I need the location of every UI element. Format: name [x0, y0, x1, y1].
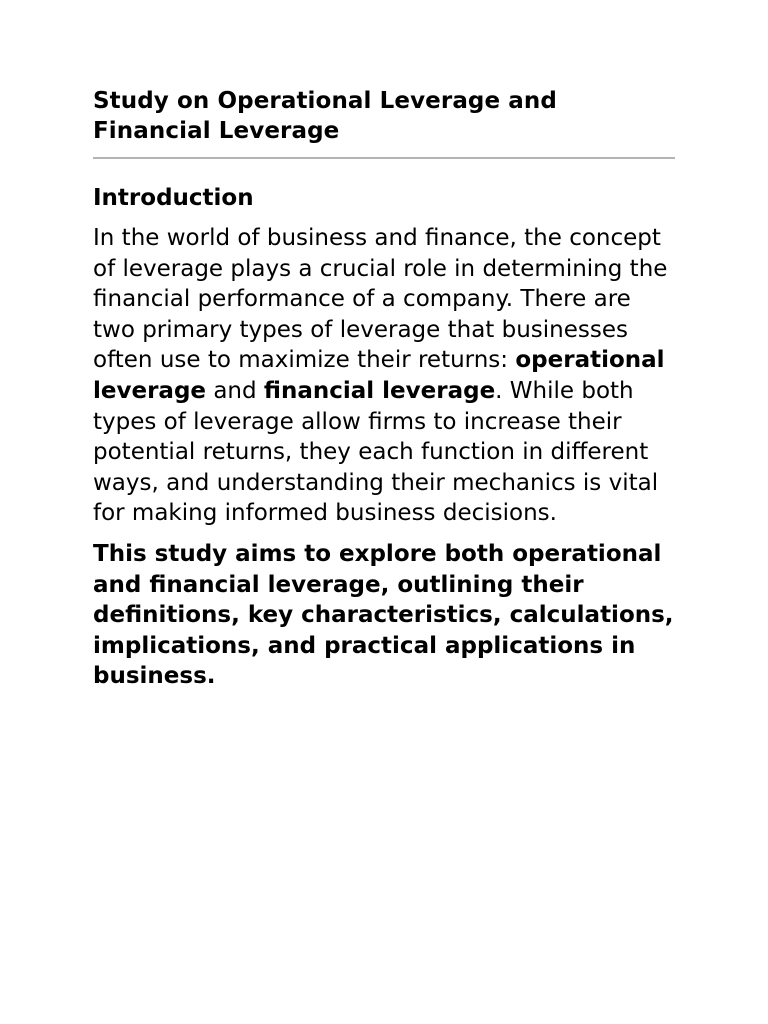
intro-text-part2: and [206, 377, 264, 404]
term-operational-leverage: operational leverage [93, 347, 665, 404]
intro-paragraph [93, 223, 675, 529]
document-title: Study on Operational Leverage and Financial Leverage [93, 88, 557, 144]
intro-text-part1: In the world of business and finance, the concept of leverage plays a crucial role in determining the financial performance of a company. There are two primary types of leverage that businesses often use to maximize their returns: [93, 225, 668, 374]
aim-paragraph: This study aims to explore both operational and financial leverage, outlining their definitions, key characteristics, calculations, implications, and practical applications in business. [93, 540, 674, 690]
section-heading-introduction: Introduction [93, 185, 254, 211]
title-divider [93, 157, 675, 159]
intro-text-part3: . While both types of leverage allow firms to increase their potential returns, they each function in different ways, and understanding their mechanics is vital for making informed business decisions. [93, 377, 659, 527]
document-page [93, 86, 675, 692]
term-financial-leverage: financial leverage [263, 377, 496, 404]
